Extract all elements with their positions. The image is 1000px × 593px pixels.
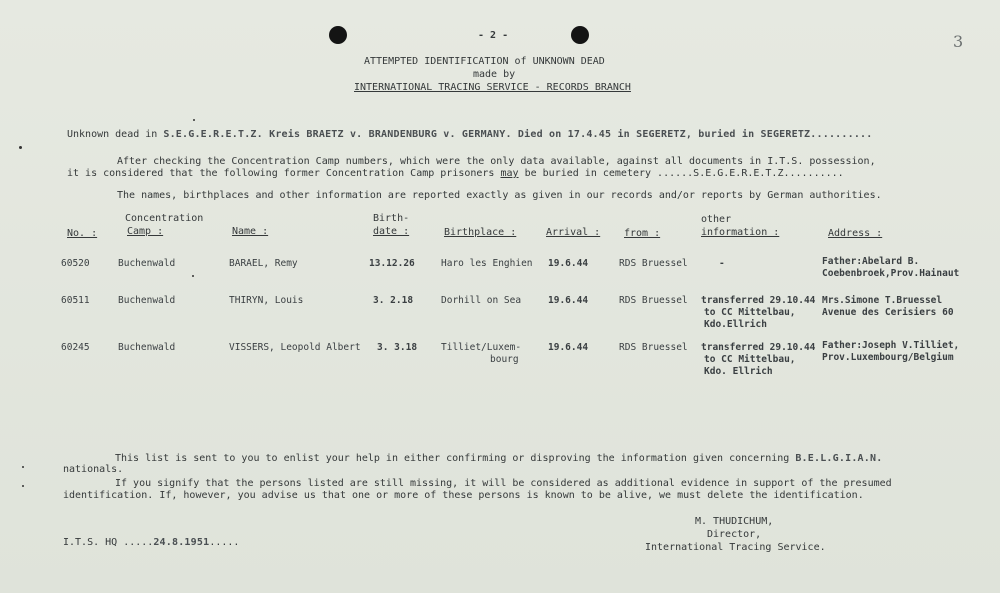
row-birthdate: 3. 3.18: [377, 342, 418, 353]
row-camp: Buchenwald: [118, 342, 176, 353]
its-hq-label: I.T.S. HQ .....: [63, 537, 154, 548]
row-camp: Buchenwald: [118, 295, 176, 306]
intro-may: may: [500, 168, 519, 179]
document-title: ATTEMPTED IDENTIFICATION of UNKNOWN DEAD: [364, 56, 605, 67]
row-arrival: 19.6.44: [548, 342, 589, 353]
unknown-dead-prefix: Unknown dead in: [67, 129, 158, 140]
document-subtitle: made by: [473, 69, 516, 80]
row-other-3: Kdo. Ellrich: [704, 366, 773, 377]
row-birthplace: Dorhill on Sea: [441, 295, 522, 306]
header-name: Name :: [232, 226, 269, 237]
row-address-2: Avenue des Cerisiers 60: [822, 307, 954, 318]
row-other-2: to CC Mittelbau,: [704, 307, 796, 318]
row-address-2: Coebenbroek,Prov.Hainaut: [822, 268, 960, 279]
punch-hole-right: [571, 26, 589, 44]
issue-date: 24.8.1951: [153, 537, 210, 548]
unknown-dead-detail: S.E.G.E.R.E.T.Z. Kreis BRAETZ v. BRANDENBURG v. GERMANY. Died on 17.4.45 in SEGERETZ, buried in SEGERETZ..........: [163, 129, 873, 140]
row-address-1: Mrs.Simone T.Bruessel: [822, 295, 943, 306]
signer-title: Director,: [707, 529, 762, 540]
row-birthdate: 3. 2.18: [373, 295, 414, 306]
row-from: RDS Bruessel: [619, 342, 688, 353]
its-hq-date: [63, 537, 239, 549]
document-issuer: INTERNATIONAL TRACING SERVICE - RECORDS BRANCH: [354, 82, 631, 93]
row-other-2: to CC Mittelbau,: [704, 354, 796, 365]
row-no: 60511: [61, 295, 90, 306]
closing-paragraph-1-line-1: [115, 453, 882, 465]
row-from: RDS Bruessel: [619, 295, 688, 306]
intro-paragraph-1-line-2: [67, 168, 844, 180]
header-arrival: Arrival :: [546, 227, 601, 238]
row-other-1: transferred 29.10.44: [701, 295, 816, 306]
row-name: THIRYN, Louis: [229, 295, 304, 306]
row-birthplace-2: bourg: [490, 354, 519, 365]
header-address: Address :: [828, 228, 883, 239]
signer-org: International Tracing Service.: [645, 542, 826, 553]
header-from: from :: [624, 228, 661, 239]
margin-speck: [19, 146, 22, 149]
row-address-2: Prov.Luxembourg/Belgium: [822, 352, 954, 363]
header-no: No. :: [67, 228, 98, 239]
row-arrival: 19.6.44: [548, 295, 589, 306]
header-other-top: other: [701, 214, 732, 225]
closing-paragraph-2-line-2: identification. If, however, you advise us that one or more of these persons is known to be alive, we must delete the identification.: [63, 490, 864, 501]
folio-number: 3: [953, 32, 964, 51]
header-other: information :: [701, 227, 780, 238]
row-other-1: -: [719, 258, 725, 269]
row-birthplace: Tilliet/Luxem-: [441, 342, 522, 353]
issue-date-suffix: .....: [209, 537, 240, 548]
closing-paragraph-2-line-1: If you signify that the persons listed are still missing, it will be considered as additional evidence in support of the presumed: [115, 478, 892, 489]
header-birth-top: Birth-: [373, 213, 410, 224]
header-camp-top: Concentration: [125, 213, 204, 224]
closing-nation: B.E.L.G.I.A.N.: [795, 453, 883, 464]
row-name: BARAEL, Remy: [229, 258, 298, 269]
intro-text-a: it is considered that the following former Concentration Camp prisoners: [67, 168, 495, 179]
row-address-1: Father:Joseph V.Tilliet,: [822, 340, 960, 351]
intro-paragraph-2: The names, birthplaces and other information are reported exactly as given in our records and/or reports by German authorities.: [117, 190, 882, 201]
margin-speck: [22, 485, 24, 487]
row-birthplace: Haro les Enghien: [441, 258, 533, 269]
intro-text-b: be buried in cemetery ......S.E.G.E.R.E.T.Z..........: [524, 168, 844, 179]
margin-speck: [192, 275, 194, 277]
header-camp: Camp :: [127, 226, 164, 237]
row-name: VISSERS, Leopold Albert: [229, 342, 361, 353]
closing-text: This list is sent to you to enlist your help in either confirming or disproving the information given concerning: [115, 453, 790, 464]
row-no: 60245: [61, 342, 90, 353]
signer-name: M. THUDICHUM,: [695, 516, 774, 527]
row-other-1: transferred 29.10.44: [701, 342, 816, 353]
punch-hole-left: [329, 26, 347, 44]
row-other-3: Kdo.Ellrich: [704, 319, 767, 330]
row-arrival: 19.6.44: [548, 258, 589, 269]
margin-speck: [193, 119, 195, 121]
unknown-dead-line: [67, 129, 872, 141]
header-birthdate: date :: [373, 226, 410, 237]
row-camp: Buchenwald: [118, 258, 176, 269]
row-birthdate: 13.12.26: [369, 258, 415, 269]
closing-paragraph-1-line-2: nationals.: [63, 464, 124, 475]
row-address-1: Father:Abelard B.: [822, 256, 920, 267]
row-no: 60520: [61, 258, 90, 269]
margin-speck: [22, 466, 24, 468]
row-from: RDS Bruessel: [619, 258, 688, 269]
page-number: - 2 -: [478, 30, 509, 41]
header-birthplace: Birthplace :: [444, 227, 517, 238]
intro-paragraph-1-line-1: After checking the Concentration Camp numbers, which were the only data available, against all documents in I.T.S. possession,: [117, 156, 876, 167]
